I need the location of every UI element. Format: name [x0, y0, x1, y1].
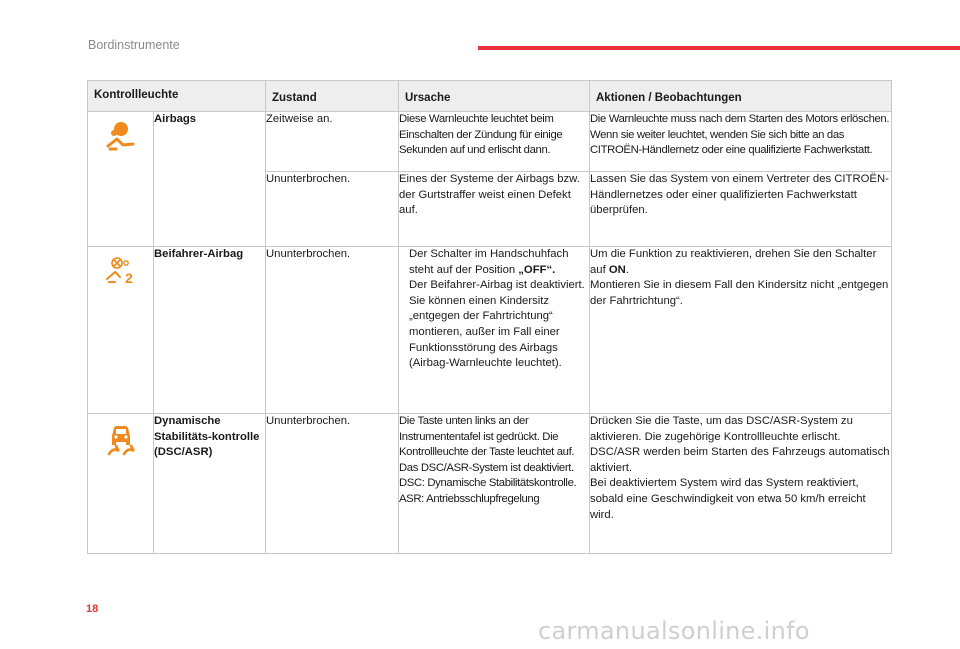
section-accent-bar	[478, 46, 960, 50]
column-header-cause: Ursache	[399, 81, 590, 112]
watermark: carmanualsonline.info	[538, 617, 810, 645]
section-title: Bordinstrumente	[88, 38, 180, 52]
column-header-actions: Aktionen / Beobachtungen	[590, 81, 892, 112]
cause-cell	[399, 247, 590, 414]
light-name: Beifahrer-Airbag	[154, 247, 266, 414]
action-text: Bei deaktiviertem System wird das System reaktiviert, sobald eine Geschwindigkeit von etwa 50 km/h erreicht wird.	[590, 477, 866, 521]
light-name: Airbags	[154, 112, 266, 247]
column-header-light: Kontrollleuchte	[88, 81, 266, 112]
cause-text: Das DSC/ASR-System ist deaktiviert.	[399, 461, 574, 474]
passenger-airbag-off-icon	[104, 255, 138, 287]
state-cell: Ununterbrochen.	[266, 172, 399, 247]
dsc-asr-icon	[104, 422, 138, 456]
table-row	[88, 414, 892, 554]
cause-text: Der Schalter im Handschuhfach steht auf der Position	[409, 248, 569, 276]
light-name: Dynamische Stabilitäts-kontrolle (DSC/ASR)	[154, 414, 266, 554]
cause-text: Sie können einen Kindersitz „entgegen der Fahrtrichtung“ montieren, außer im Fall einer Funktionsstörung des Airbags (Airbag-Warnleuchte leuchtet).	[409, 294, 562, 370]
table-row	[88, 247, 892, 414]
cause-cell: Eines der Systeme der Airbags bzw. der Gurtstraffer weist einen Defekt auf.	[399, 172, 590, 247]
warning-lights-table	[87, 80, 892, 554]
cause-text: Die Taste unten links an der Instrumententafel ist gedrückt. Die Kontrollleuchte der Taste leuchtet auf.	[399, 415, 575, 459]
action-text: Um die Funktion zu reaktivieren, drehen Sie den Schalter auf	[590, 248, 877, 276]
action-text: Drücken Sie die Taste, um das DSC/ASR-System zu aktivieren. Die zugehörige Kontrollleuchte erlischt.	[590, 415, 853, 443]
action-cell	[590, 247, 892, 414]
action-text: .	[625, 263, 629, 276]
page-number: 18	[86, 603, 99, 615]
icon-cell	[88, 247, 154, 414]
cause-text: ASR: Antriebsschlupfregelung	[399, 492, 540, 505]
icon-cell	[88, 414, 154, 554]
icon-cell	[88, 112, 154, 247]
state-cell: Ununterbrochen.	[266, 414, 399, 554]
table-row	[88, 112, 892, 172]
cause-text: Der Beifahrer-Airbag ist deaktiviert.	[409, 279, 585, 292]
column-header-state: Zustand	[266, 81, 399, 112]
state-cell: Ununterbrochen.	[266, 247, 399, 414]
cause-cell: Diese Warnleuchte leuchtet beim Einschalten der Zündung für einige Sekunden auf und erlischt dann.	[399, 112, 590, 172]
table-header-row	[88, 81, 892, 112]
cause-cell	[399, 414, 590, 554]
state-cell: Zeitweise an.	[266, 112, 399, 172]
action-text: Montieren Sie in diesem Fall den Kindersitz nicht „entgegen der Fahrtrichtung“.	[590, 279, 889, 307]
cause-off-label: „OFF“.	[518, 263, 556, 276]
action-cell: Die Warnleuchte muss nach dem Starten des Motors erlöschen. Wenn sie weiter leuchtet, wenden Sie sich bitte an das CITROËN-Händlernetz oder eine qualifizierte Fachwerkstatt.	[590, 112, 892, 172]
cause-text: DSC: Dynamische Stabilitätskontrolle.	[399, 477, 577, 490]
action-text: DSC/ASR werden beim Starten des Fahrzeugs automatisch aktiviert.	[590, 446, 890, 474]
action-cell: Lassen Sie das System von einem Vertreter des CITROËN-Händlernetzes oder einer qualifizierten Fachwerkstatt überprüfen.	[590, 172, 892, 247]
action-cell	[590, 414, 892, 554]
airbag-warning-icon	[104, 120, 138, 152]
svg-text:2: 2	[124, 270, 133, 286]
action-on-label: ON	[608, 263, 626, 276]
